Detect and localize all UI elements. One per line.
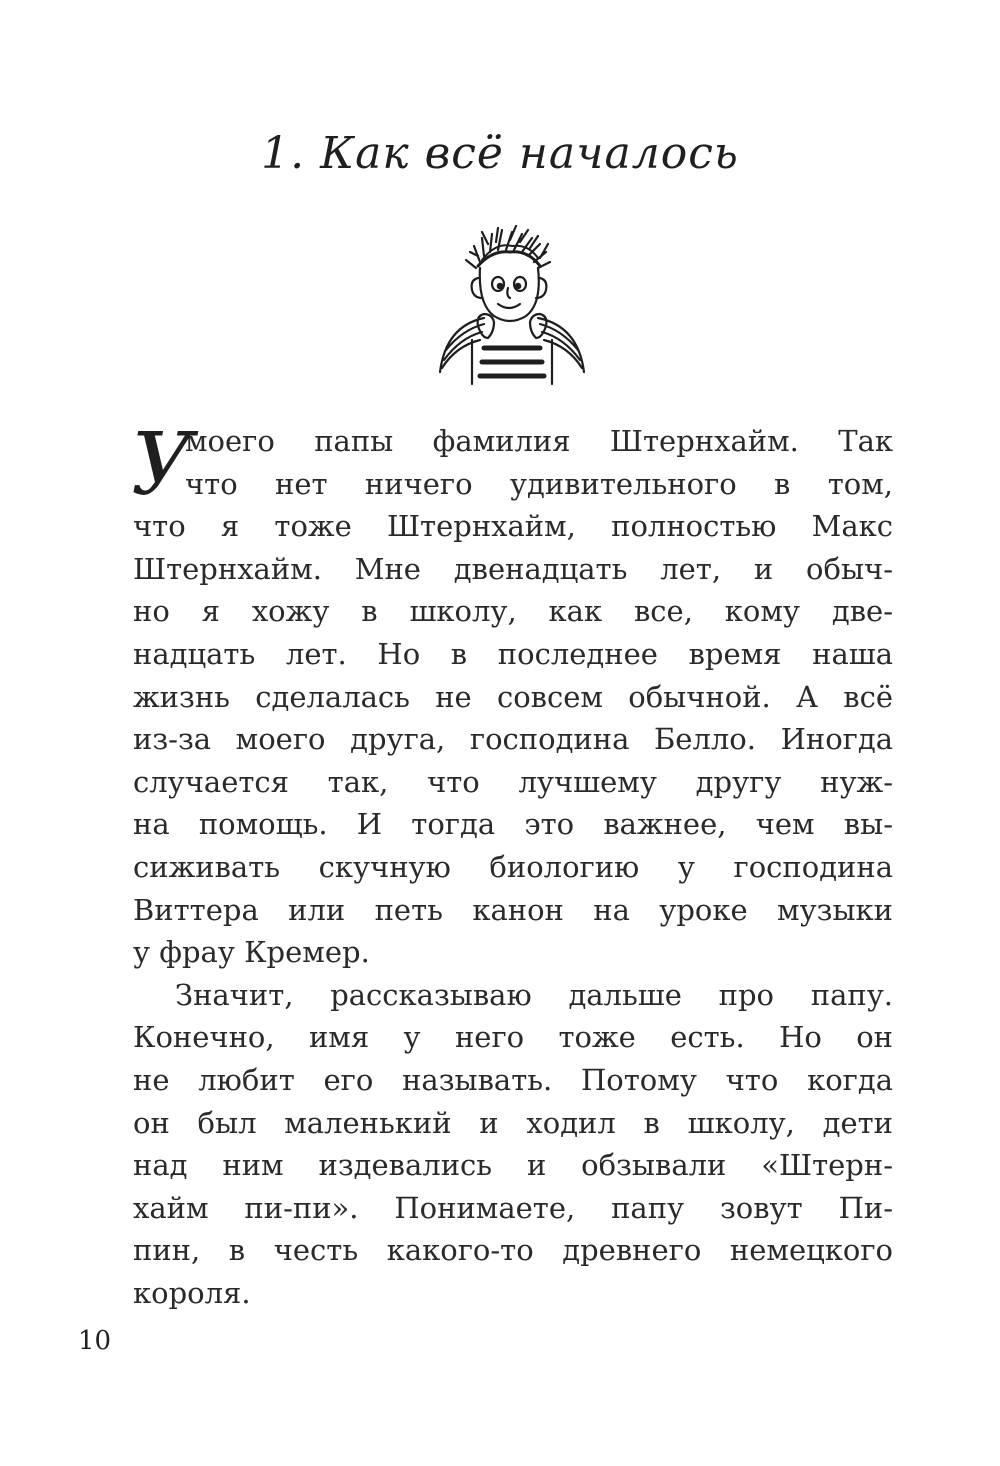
text-line: над ним издевались и обзывали «Штерн- [133, 1148, 893, 1183]
text-line: Значит, рассказываю дальше про папу. [175, 977, 893, 1012]
body-text [131, 415, 893, 1314]
text-line: что я тоже Штернхайм, полностью Макс [133, 509, 893, 544]
drop-cap: У [131, 415, 194, 515]
text-line: жизнь сделалась не совсем обычной. А всё [133, 679, 893, 714]
text-line: Штернхайм. Мне двенадцать лет, и обыч- [133, 551, 893, 586]
text-line: он был маленький и ходил в школу, дети [133, 1105, 893, 1140]
boy-portrait-icon [432, 222, 592, 390]
text-line: Виттера или петь канон на уроке музыки [133, 892, 893, 927]
page-number: 10 [78, 1326, 112, 1356]
text-line: на помощь. И тогда это важнее, чем вы- [133, 807, 893, 842]
text-line: моего папы фамилия Штернхайм. Так [185, 424, 893, 458]
text-line: что нет ничего удивительного в том, [185, 466, 893, 501]
text-line: сиживать скучную биологию у господина [133, 849, 893, 884]
text-line: но я хожу в школу, как все, кому две- [133, 594, 893, 629]
text-line: короля. [133, 1275, 251, 1310]
text-line: не любит его называть. Потому что когда [133, 1062, 893, 1097]
text-line: из-за моего друга, господина Белло. Иногда [133, 722, 893, 757]
text-line: у фрау Кремер. [133, 935, 370, 970]
text-line: случается так, что лучшему другу нуж- [133, 764, 893, 799]
text-line: Конечно, имя у него тоже есть. Но он [133, 1020, 893, 1055]
text-line: пин, в честь какого-то древнего немецкого [133, 1233, 893, 1268]
text-line: надцать лет. Но в последнее время наша [133, 636, 893, 671]
text-line: хайм пи-пи». Понимаете, папу зовут Пи- [133, 1190, 893, 1225]
chapter-title: 1. Как всё началось [261, 128, 739, 179]
